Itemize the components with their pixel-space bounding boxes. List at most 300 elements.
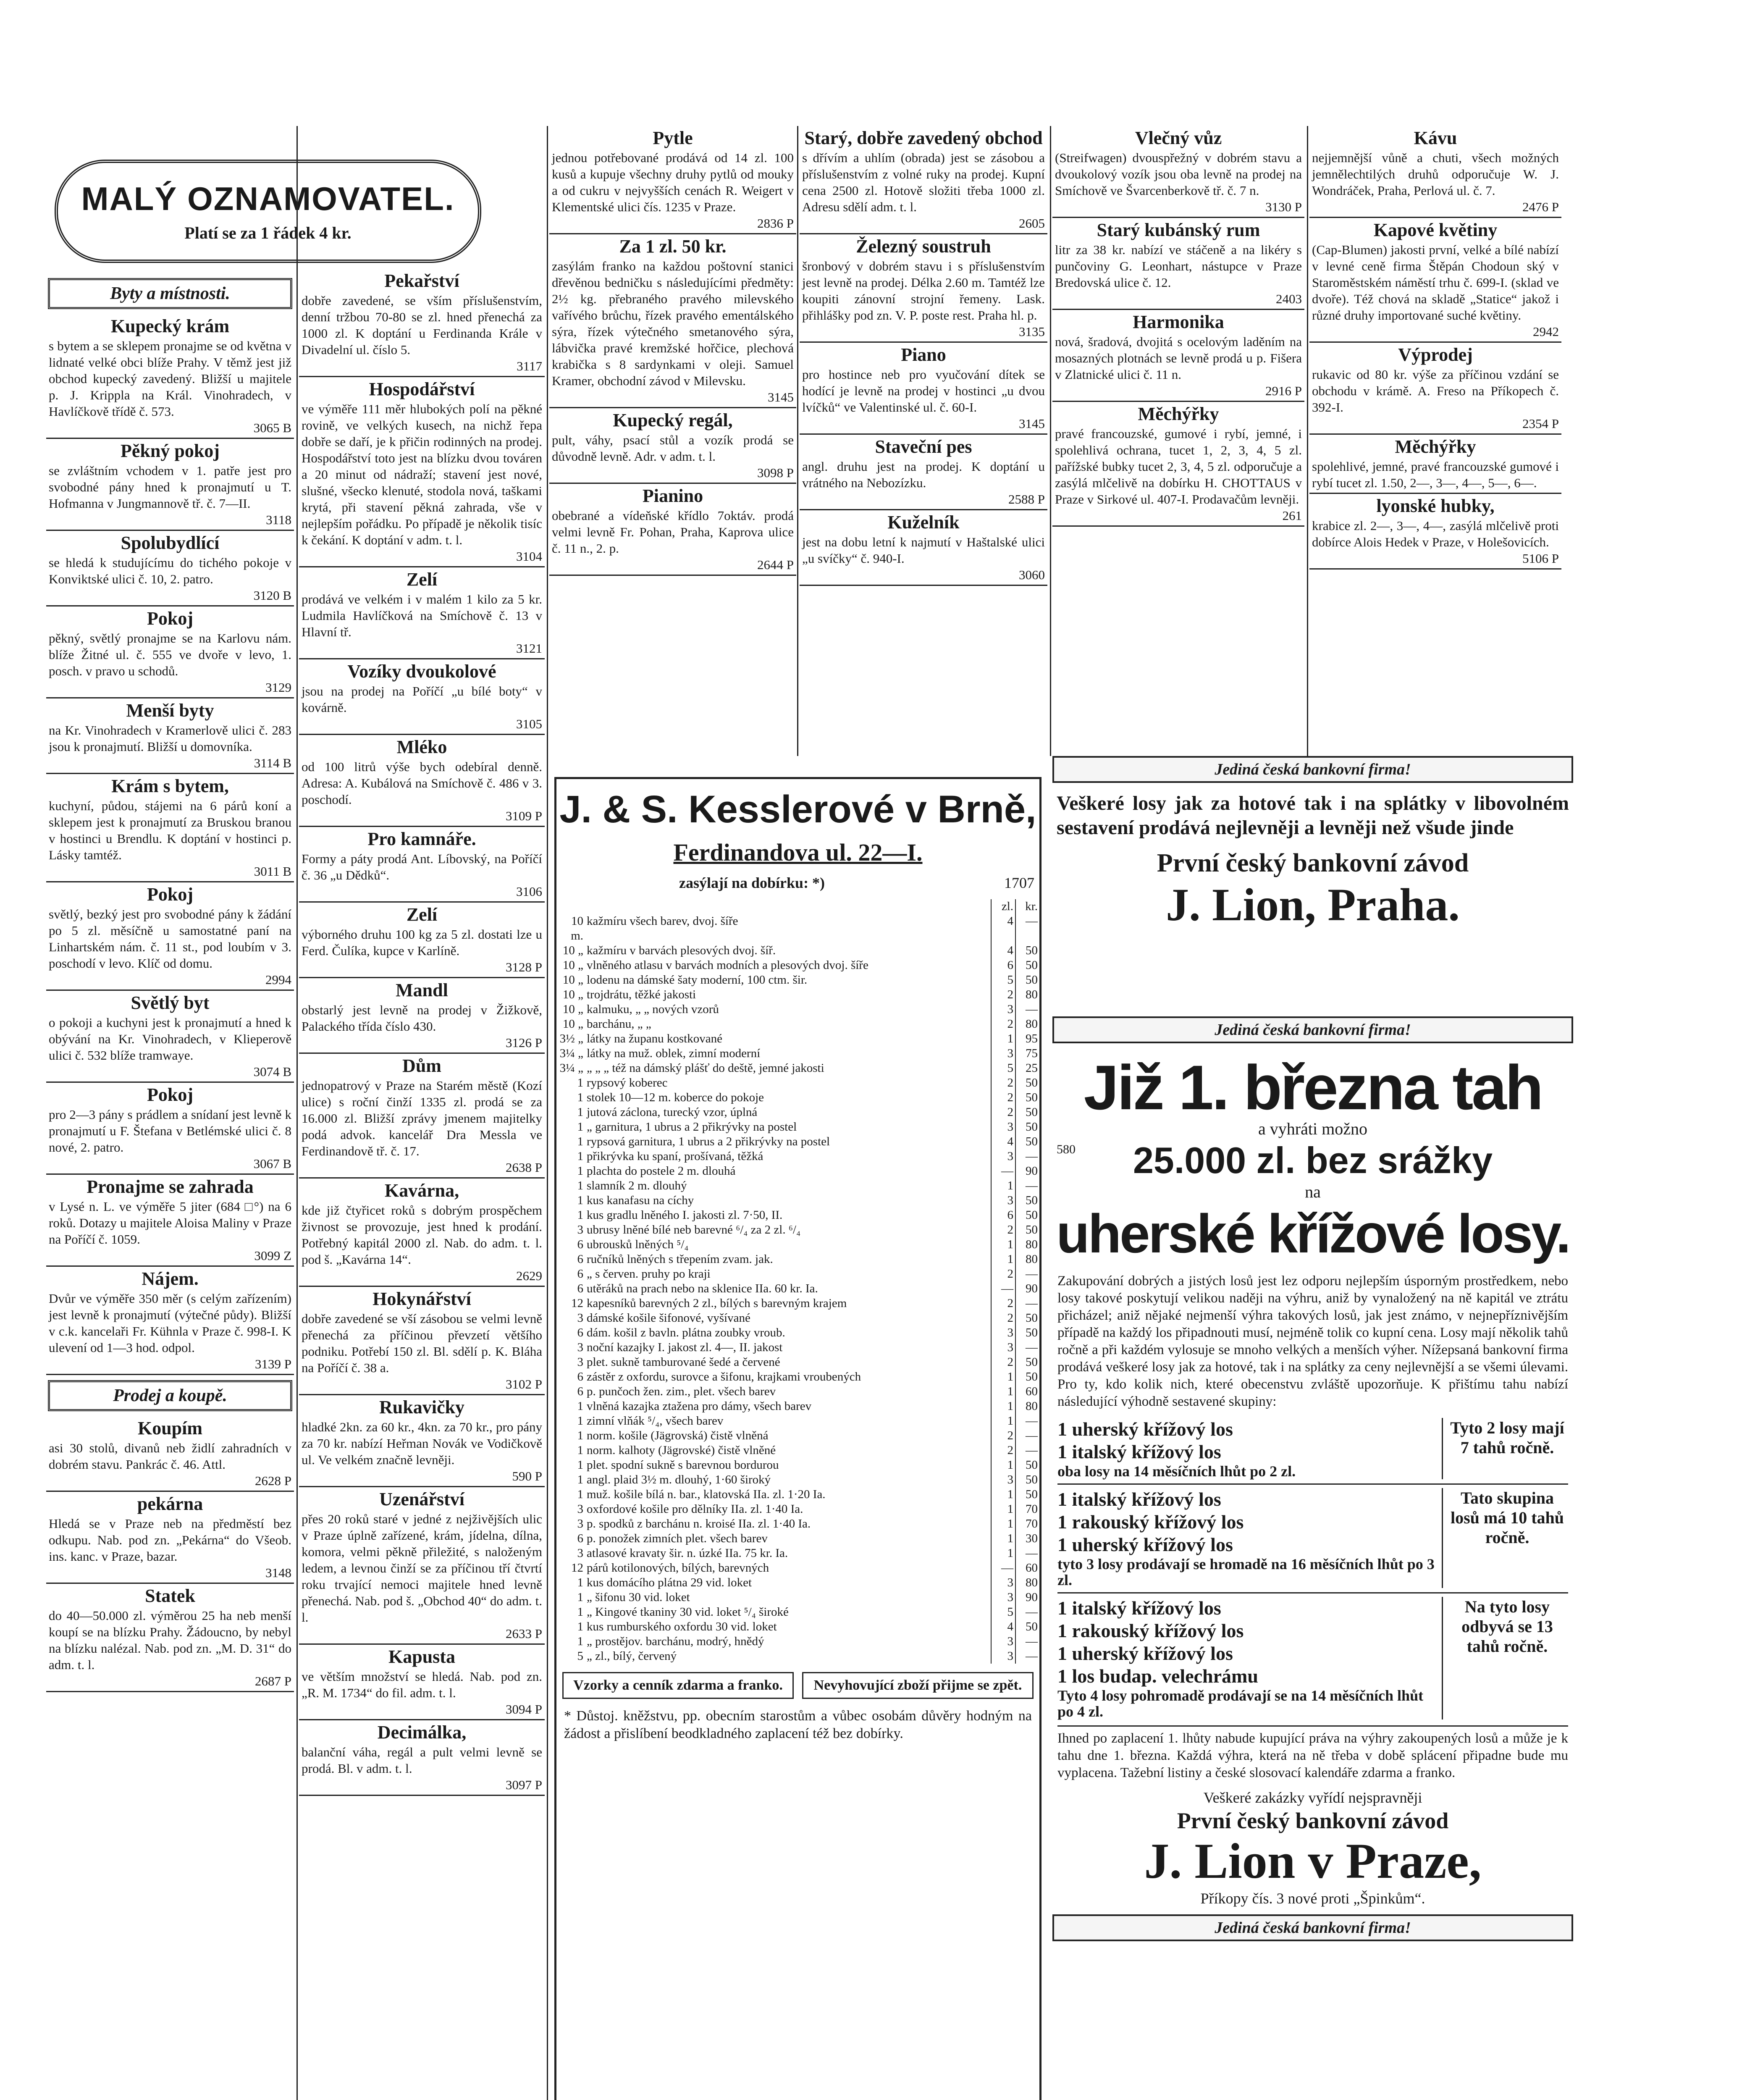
ad-footer — [302, 548, 542, 564]
ad-code: 3129 — [265, 680, 291, 695]
price-row — [556, 1090, 1039, 1105]
quantity: 3 — [577, 1311, 583, 1325]
ad-body: litr za 38 kr. nabízí ve stáčeně a na likéry s punčoviny G. Leonhart, nástupce v Praze Bredovská ulice č. 12. — [1055, 242, 1302, 290]
ad-code: 2629 — [516, 1268, 542, 1283]
price-row — [556, 1399, 1039, 1414]
quantity: 10 „ — [562, 1003, 583, 1016]
ad-code: 2687 P — [255, 1674, 291, 1688]
price-zl: 3 — [991, 1120, 1015, 1134]
price-zl: 1 — [991, 1384, 1015, 1399]
price-kr: 30 — [1015, 1531, 1039, 1546]
ad-code: 3098 P — [757, 465, 794, 480]
price-kr: 80 — [1015, 1399, 1039, 1414]
item-description: kus domácího plátna 29 vid. loket — [587, 1576, 752, 1589]
quantity: 1 — [577, 1164, 583, 1178]
ad-body: výborného druhu 100 kg za 5 zl. dostati lze u Ferd. Čulíka, kupce v Karlíně. — [302, 927, 542, 958]
classified-ad — [46, 698, 294, 774]
ad-heading: Za 1 zl. 50 kr. — [619, 236, 727, 257]
classified-ad — [549, 126, 796, 234]
price-kr: 50 — [1015, 1193, 1039, 1208]
column-2 — [299, 269, 545, 1796]
price-row — [556, 973, 1039, 987]
quantity: 1 — [577, 1429, 583, 1442]
classified-ad — [1309, 126, 1561, 218]
ad-body: o pokoji a kuchyni jest k pronajmutí a hned k obývání na Kr. Vinohradech, v Klieperově ulici č. 532 blíže tramwaye. — [49, 1015, 291, 1063]
price-zl: 6 — [991, 958, 1015, 973]
price-zl: — — [991, 1561, 1015, 1575]
item-description: rypsová garnitura, 1 ubrus a 2 přikrývky na postel — [587, 1135, 830, 1148]
classified-ad — [1309, 218, 1561, 343]
ad-footer — [302, 808, 542, 824]
price-zl: 2 — [991, 1105, 1015, 1120]
classified-ad — [46, 1584, 294, 1692]
lion2-footer-text: Ihned po zaplacení 1. lhůty nabude kupující práva na výhry zakoupených losů a může je k tahu dne 1. března. Každá výhra, která na ně třeba v době splácení připadne bude mu vyplacena. Tažební listiny a české slosovací kalendáře zdarma a franko. — [1057, 1725, 1568, 1782]
price-kr: 50 — [1015, 1223, 1039, 1237]
quantity: 1 — [577, 1473, 583, 1486]
ad-heading: Pěkný pokoj — [121, 441, 220, 461]
item-description: „ „ „ též na dámský plášť do deště, jemné jakosti — [587, 1061, 824, 1075]
column-rule — [797, 126, 798, 756]
price-row — [556, 1473, 1039, 1487]
ad-code: 2638 P — [506, 1160, 542, 1175]
price-zl: 2 — [991, 1296, 1015, 1311]
ad-heading: Harmonika — [1133, 312, 1224, 332]
item-description: párů kotilonových, bílých, barevných — [587, 1561, 769, 1575]
price-row — [556, 1517, 1039, 1531]
ad-footer — [302, 959, 542, 975]
quantity: 3½ „ — [559, 1032, 583, 1045]
item-description: noční kazajky I. jakost zl. 4—, II. jakost — [587, 1341, 783, 1354]
price-kr: — — [1015, 1340, 1039, 1355]
ad-code: 3126 P — [506, 1035, 542, 1050]
ad-body: s bytem a se sklepem pronajme se od května v lidnaté velké obci blíže Prahy. V těmž jest již obchod kupecký zavedený. Bližší u majitele p. J. Krippla na Král. Vinohradech, v Havlíčkově třídě č. 573. — [49, 339, 291, 419]
ad-footer — [802, 215, 1045, 231]
price-zl: 1 — [991, 1414, 1015, 1428]
ad-footer — [49, 1673, 291, 1689]
price-zl: 5 — [991, 973, 1015, 987]
ad-code: 3139 P — [255, 1357, 291, 1371]
group-2 — [1057, 1483, 1568, 1588]
price-zl: 3 — [991, 1046, 1015, 1061]
lot-line: 1 uherský křížový los — [1057, 1643, 1233, 1664]
group-3 — [1057, 1592, 1568, 1719]
price-row — [556, 1237, 1039, 1252]
ad-footer — [49, 420, 291, 436]
classified-ad — [1309, 494, 1561, 570]
price-kr: 50 — [1015, 1090, 1039, 1105]
ad-footer — [552, 215, 794, 231]
na-text: na — [1305, 1182, 1321, 1201]
ad-code: 3114 B — [254, 756, 291, 770]
item-description: zimní vlňák ⁵/₄, všech barev — [587, 1414, 724, 1428]
classified-ad — [299, 1720, 545, 1796]
ad-code: 3099 Z — [254, 1248, 291, 1263]
price-kr: 50 — [1015, 1208, 1039, 1223]
price-zl: 1 — [991, 1252, 1015, 1267]
price-kr: 90 — [1015, 1164, 1039, 1179]
price-kr: 50 — [1015, 973, 1039, 987]
classified-ad — [46, 1083, 294, 1175]
header-box — [55, 160, 481, 263]
price-row — [556, 1032, 1039, 1046]
ad-heading: Decimálka, — [377, 1722, 467, 1743]
quantity: 3 — [577, 1546, 583, 1560]
price-zl: 3 — [991, 1340, 1015, 1355]
price-row — [556, 987, 1039, 1002]
bank-banner: Jediná česká bankovní firma! — [1052, 1914, 1573, 1941]
lots-headline: uherské křížové losy. — [1056, 1203, 1569, 1264]
ad-code: 3121 — [516, 641, 542, 656]
ad-heading: Železný soustruh — [856, 236, 991, 257]
price-row — [556, 1340, 1039, 1355]
price-zl: — — [991, 1164, 1015, 1179]
ad-code: 3067 B — [253, 1156, 291, 1171]
item-description: norm. kalhoty (Jägrovské) čistě vlněné — [587, 1444, 776, 1457]
lion2-body: Zakupování dobrých a jistých losů jest lez odporu nejlepším úsporným prostředkem, nebo losy takové poskytují velikou naději na výhru, aniž by vynaložený na ně kapitál ve ztrátu přicházel; aniž nějaké nejmenší výhra takových losů, jak jest známo, v nejnepříznivějším případě na každý los připadnouti musí, nejméně tolik co kupní cena. Losy mají několik tahů ročně a při každém vylosuje se mnoho velkých a menších výher. Nížepsaná bankovní firma prodává veškeré losy jak za hotové, tak i na splátky za ceny nejlevnější a se všemi úlevami. Pro ty, kdo kolik nich, které obecenstvu zvláště upozorňuje. K přištímu tahu nabízí následující výhodně sestavené skupiny: — [1057, 1273, 1568, 1409]
ad-heading: Kavárna, — [384, 1180, 459, 1201]
price-zl: 1 — [991, 1531, 1015, 1546]
lot-line: 1 italský křížový los — [1057, 1441, 1221, 1462]
ad-footer — [1312, 199, 1559, 215]
ad-code: 3097 P — [506, 1777, 542, 1792]
item-description: oxfordové košile pro dělníky IIa. zl. 1·40 Ia. — [587, 1502, 803, 1516]
ad-body: prodává ve velkém i v malém 1 kilo za 5 kr. Ludmila Havlíčková na Smíchově č. 13 v Hlavní tř. — [302, 592, 542, 639]
ad-body: jednopatrový v Praze na Starém městě (Kozí ulice) s roční činží 1335 zl. prodá se za 16.000 zl. Bližší zprávy jmenem majitelky podá advok. kancelář Dra Messla ve Ferdinandově tř. č. 17. — [302, 1078, 542, 1158]
price-kr: 50 — [1015, 1473, 1039, 1487]
ad-body: s dřívím a uhlím (obrada) jest se zásobou a příslušenstvím z volné ruky na prodej. Kupní cena 2500 zl. Hotově složiti třeba 1000 zl. Adresu sdělí adm. t. l. — [802, 150, 1045, 214]
kessler-street: Ferdinandova ul. 22—I. — [673, 839, 923, 866]
price-zl: 1 — [991, 1032, 1015, 1046]
classified-ad — [800, 343, 1047, 435]
quantity: 1 — [577, 1179, 583, 1192]
ad-body: šronbový v dobrém stavu i s příslušenstvím jest levně na prodej. Délka 2.60 m. Tamtéž lze koupiti zánovní strojní řemeny. Lask. přihlášky pod zn. V. P. poste rest. Praha hl. p. — [802, 259, 1045, 323]
price-kr: 70 — [1015, 1517, 1039, 1531]
ad-code: 2633 P — [506, 1626, 542, 1641]
price-kr: — — [1015, 1179, 1039, 1193]
header-subtitle: Platí se za 1 řádek 4 kr. — [184, 223, 352, 242]
price-row — [556, 1355, 1039, 1370]
price-kr: 50 — [1015, 1458, 1039, 1473]
group-draws: Na tyto losy odbyvá se 13 tahů ročně. — [1442, 1597, 1568, 1719]
price-zl: 4 — [991, 943, 1015, 958]
item-description: muž. košile bílá n. bar., klatovská IIa. zl. 1·20 Ia. — [587, 1488, 826, 1501]
ad-code: 2403 — [1276, 291, 1302, 306]
price-kr: 50 — [1015, 1134, 1039, 1149]
price-row — [556, 1634, 1039, 1649]
ad-footer — [802, 415, 1045, 432]
item-description: jutová záclona, turecký vzor, úplná — [587, 1105, 758, 1119]
price-kr: 50 — [1015, 1120, 1039, 1134]
ad-number: 580 — [1057, 1142, 1076, 1156]
price-row — [556, 1208, 1039, 1223]
ad-heading: Mléko — [396, 737, 447, 757]
item-description: „ garnitura, 1 ubrus a 2 přikrývky na postel — [587, 1120, 797, 1134]
item-description: kažmíru v barvách plesových dvoj. šíř. — [587, 944, 776, 957]
ad-heading: Koupím — [137, 1418, 203, 1438]
item-description: ubrousků lněných ⁵/₄ — [587, 1238, 689, 1251]
classified-ad — [1052, 310, 1304, 402]
price-zl: 2 — [991, 1017, 1015, 1032]
price-zl: 3 — [991, 1473, 1015, 1487]
column-rule — [1307, 126, 1308, 756]
price-zl: 3 — [991, 1649, 1015, 1664]
classified-ad — [800, 234, 1047, 343]
item-description: p. spodků z barchánu n. kroisé IIa. zl. 1·40 Ia. — [587, 1517, 811, 1530]
ad-footer — [552, 465, 794, 481]
kessler-number: 1707 — [1004, 874, 1034, 891]
bank-banner: Jediná česká bankovní firma! — [1052, 1016, 1573, 1043]
lot-line: 1 italský křížový los — [1057, 1488, 1221, 1510]
classified-ad — [299, 567, 545, 659]
ad-footer — [802, 567, 1045, 583]
bank-address: Příkopy čís. 3 nové proti „Špinkům“. — [1200, 1890, 1425, 1907]
quantity: 12 — [571, 1297, 583, 1310]
quantity: 1 — [577, 1091, 583, 1104]
price-kr: 80 — [1015, 1575, 1039, 1590]
ad-body: jest na dobu letní k najmutí v Haštalské ulici „u svíčky“ č. 940-I. — [802, 535, 1045, 566]
price-zl: 3 — [991, 1634, 1015, 1649]
price-row — [556, 1414, 1039, 1428]
ad-heading: Kupecký krám — [110, 316, 230, 336]
column-rule — [1050, 126, 1051, 756]
ad-heading: Menší byty — [126, 700, 214, 721]
ad-heading: Vozíky dvoukolové — [347, 661, 496, 682]
quantity: 1 — [577, 1488, 583, 1501]
price-row — [556, 1502, 1039, 1517]
quantity: 6 — [577, 1267, 583, 1281]
kessler-footnote: * Důstoj. kněžstvu, pp. obecním starostům a vůbec osobám důvěry hodným na žádost a přislíbení beodkladného zaplacení též bez dobírky. — [564, 1708, 1032, 1741]
price-kr: — — [1015, 1414, 1039, 1428]
item-description: angl. plaid 3½ m. dlouhý, 1·60 široký — [587, 1473, 771, 1486]
price-kr: 50 — [1015, 1076, 1039, 1090]
classified-ad — [299, 1487, 545, 1645]
ad-body: angl. druhu jest na prodej. K doptání u vrátného na Nebozízku. — [802, 459, 1045, 490]
quantity: 10 m. — [571, 914, 583, 942]
classified-ad — [46, 439, 294, 531]
ad-code: 3104 — [516, 549, 542, 564]
ad-body: balanční váha, regál a pult velmi levně se prodá. Bl. v adm. t. l. — [302, 1745, 542, 1776]
price-row — [556, 1223, 1039, 1237]
classified-ad — [46, 882, 294, 991]
classified-ad — [46, 1175, 294, 1267]
ad-body: se hledá k studujícímu do tichého pokoje v Konviktské ulici č. 10, 2. patro. — [49, 555, 291, 586]
classified-ad — [46, 1267, 294, 1375]
item-description: plachta do postele 2 m. dlouhá — [587, 1164, 736, 1178]
kessler-subtitle: zasýlají na dobírku: *) — [679, 874, 825, 891]
ad-heading: Pekařství — [384, 270, 459, 291]
price-kr: — — [1015, 914, 1039, 943]
item-description: vlněná kazajka ztažena pro dámy, všech barev — [587, 1399, 812, 1413]
price-kr: 90 — [1015, 1281, 1039, 1296]
quantity: 1 — [577, 1605, 583, 1619]
item-description: „ prostějov. barchánu, modrý, hnědý — [587, 1635, 764, 1648]
ad-heading: Světlý byt — [131, 992, 210, 1013]
bank-name: První český bankovní závod — [1157, 849, 1469, 877]
ad-body: v Lysé n. L. ve výměře 5 jiter (684 □°) na 6 roků. Dotazy u majitele Aloisa Maliny v Praze na Poříčí č. 1059. — [49, 1199, 291, 1247]
item-description: rypsový koberec — [587, 1076, 668, 1089]
price-row — [556, 1605, 1039, 1620]
item-description: utěráků na prach nebo na sklenice IIa. 60 kr. Ia. — [587, 1282, 818, 1295]
quantity: 5 — [577, 1649, 583, 1663]
ad-heading: lyonské hubky, — [1376, 496, 1495, 516]
ad-code: 2836 P — [757, 216, 794, 231]
item-description: trojdrátu, těžké jakosti — [587, 988, 696, 1001]
classified-ad — [800, 510, 1047, 586]
price-zl: 3 — [991, 1575, 1015, 1590]
quantity: 1 — [577, 1635, 583, 1648]
ad-heading: Vlečný vůz — [1135, 128, 1222, 148]
price-zl: — — [991, 1281, 1015, 1296]
ad-code: 3102 P — [506, 1377, 542, 1391]
ad-code: 5106 P — [1522, 551, 1559, 566]
ad-code: 3105 — [516, 717, 542, 731]
prize-amount: 25.000 zl. bez srážky — [1133, 1139, 1493, 1181]
ad-footer — [802, 491, 1045, 507]
item-description: ubrusy lněné bílé neb barevné ⁶/₄ za 2 zl. ⁶/₄ — [587, 1223, 801, 1236]
ad-body: dobře zavedené se vší zásobou se velmi levně přenechá za příčinou převzetí většího podniku. Potřebí 150 zl. Bl. sdělí p. K. Bláha na Poříčí č. 38 a. — [302, 1311, 542, 1375]
quantity: 1 — [577, 1458, 583, 1472]
price-row — [556, 1149, 1039, 1164]
ad-body: Formy a páty prodá Ant. Líbovský, na Poříčí č. 36 „u Dědků“. — [302, 851, 542, 882]
classified-ad — [1052, 218, 1304, 310]
price-zl: 1 — [991, 1399, 1015, 1414]
quantity: 1 — [577, 1576, 583, 1589]
ad-code: 3117 — [517, 359, 542, 373]
ad-code: 3065 B — [253, 420, 291, 435]
ad-footer — [49, 863, 291, 879]
price-row — [556, 1164, 1039, 1179]
price-kr: 80 — [1015, 1252, 1039, 1267]
kessler-title: J. & S. Kesslerové v Brně, — [559, 788, 1036, 831]
lot-line: 1 italský křížový los — [1057, 1597, 1221, 1619]
quantity: 6 — [577, 1532, 583, 1545]
price-row — [556, 1193, 1039, 1208]
classified-ad — [299, 1179, 545, 1287]
lion-advertisement-1 — [1052, 756, 1573, 1008]
price-kr: — — [1015, 1267, 1039, 1281]
price-row — [556, 1428, 1039, 1443]
price-zl: 4 — [991, 1134, 1015, 1149]
classified-ad — [299, 978, 545, 1054]
ad-code: 2354 P — [1522, 416, 1559, 431]
price-kr: 60 — [1015, 1384, 1039, 1399]
ad-body: ve větším množství se hledá. Nab. pod zn. „R. M. 1734“ do fil. adm. t. l. — [302, 1669, 542, 1700]
item-description: p. ponožek zimních plet. všech barev — [587, 1532, 768, 1545]
column-3 — [549, 126, 796, 576]
ad-body: hladké 2kn. za 60 kr., 4kn. za 70 kr., pro pány za 70 kr. nabízí Heřman Novák ve Vodičkově ul. Ve velkém značně levněji. — [302, 1420, 542, 1467]
ad-footer — [302, 1625, 542, 1642]
item-description: dám. košil z bavln. plátna zoubky vroub. — [587, 1326, 785, 1339]
price-row — [556, 958, 1039, 973]
ad-body: (Cap-Blumen) jakosti první, velké a bílé nabízí v levné ceně firma Štěpán Chodoun ský v Staroměstském náměstí trhu č. 699-I. (sklad ve dvoře). Též chová na skladě „Statice“ jakož i různé druhy importované suché květiny. — [1312, 242, 1559, 323]
kessler-advertisement — [554, 777, 1042, 2100]
ad-heading: Měchýřky — [1138, 404, 1219, 424]
ad-body: přes 20 roků staré v jedné z nejživějších ulic v Praze úplně zařízené, krám, jídelna, dílna, komora, velmi pěkně přiležité, s naloženým ledem, a levnou činží se za příčinou tří čtvrtí roku trvající nemoci majitele hned levně přenechá. Nab. pod š. „Obchod 40“ do adm. t. l. — [302, 1512, 542, 1625]
ad-body: pro hostince neb pro vyučování dítek se hodící je levně na prodej v hostinci „u dvou lvíčků“ ve Valentinské ul. č. 60-I. — [802, 367, 1045, 415]
ad-body: Dvůr ve výměře 350 měr (s celým zařízením) jest levně k pronajmutí (výtečné půdy). Bližší v c.k. kancelaři Fr. Kühnla v Praze č. 998-I. K ulevení od 1—3 hod. odpol. — [49, 1291, 291, 1355]
price-zl: 1 — [991, 1179, 1015, 1193]
ad-code: 2628 P — [255, 1473, 291, 1488]
price-row — [556, 1179, 1039, 1193]
price-kr: — — [1015, 1002, 1039, 1017]
price-row — [556, 1267, 1039, 1281]
bank-firm: J. Lion v Praze, — [1144, 1833, 1482, 1889]
classified-ad — [46, 1492, 294, 1584]
ad-footer — [302, 716, 542, 732]
ad-body: Hledá se v Praze neb na předměstí bez odkupu. Nab. pod zn. „Pekárna“ do Všeob. ins. kanc. v Praze, bazar. — [49, 1516, 291, 1564]
ad-heading: Spolubydlící — [121, 533, 220, 553]
ad-footer — [49, 512, 291, 528]
kessler-price-table — [556, 899, 1039, 1664]
quantity: 3 — [577, 1517, 583, 1530]
price-zl: 1 — [991, 1487, 1015, 1502]
ad-code: 2644 P — [757, 557, 794, 572]
price-row — [556, 1620, 1039, 1634]
quantity: 6 — [577, 1252, 583, 1266]
ad-heading: Zelí — [406, 569, 438, 590]
lion-advertisement-2 — [1052, 1016, 1573, 2100]
ad-heading: Uzenářství — [379, 1489, 464, 1509]
price-row — [556, 1443, 1039, 1458]
ad-footer — [302, 1268, 542, 1284]
price-row — [556, 1561, 1039, 1575]
lots-text: Veškeré losy jak za hotové tak i na splátky v libovolném sestavení prodává nejlevněji a levněji než všude jinde — [1057, 792, 1569, 839]
price-row — [556, 1105, 1039, 1120]
ad-code: 3145 — [768, 390, 794, 404]
price-row — [556, 1590, 1039, 1605]
classified-ad — [46, 774, 294, 882]
ad-footer — [1055, 383, 1302, 399]
ad-heading: Mandl — [396, 980, 448, 1000]
item-description: plet. sukně tamburované šedé a červené — [587, 1355, 780, 1369]
ad-code: 3148 — [265, 1565, 291, 1580]
group-price: oba losy na 14 měsíčních lhůt po 2 zl. — [1057, 1463, 1296, 1480]
ad-body: od 100 litrů výše bych odebíral denně. Adresa: A. Kubálová na Smíchově č. 486 v 3. poschodí. — [302, 759, 542, 807]
price-kr: — — [1015, 1428, 1039, 1443]
quantity: 1 — [577, 1444, 583, 1457]
quantity: 3 — [577, 1355, 583, 1369]
ad-heading: Kuželník — [887, 512, 960, 533]
ad-footer — [49, 971, 291, 988]
group-draws: Tato skupina losů má 10 tahů ročně. — [1442, 1488, 1568, 1588]
quantity: 3¼ „ — [559, 1047, 583, 1060]
ad-body: rukavic od 80 kr. výše za příčinou vzdání se obchodu v krámě. A. Freso na Příkopech č. 392-I. — [1312, 367, 1559, 415]
quantity: 6 — [577, 1326, 583, 1339]
classified-ad — [800, 126, 1047, 234]
item-description: barchánu, „ „ — [587, 1017, 651, 1031]
price-kr: — — [1015, 1443, 1039, 1458]
ad-footer — [302, 1777, 542, 1793]
quantity: 3 — [577, 1223, 583, 1236]
price-zl: 4 — [991, 914, 1015, 943]
ad-footer — [1312, 550, 1559, 567]
quantity: 1 — [577, 1194, 583, 1207]
price-zl: 3 — [991, 1590, 1015, 1605]
ad-body: (Streifwagen) dvouspřežný v dobrém stavu a dvoukolový vozík jsou oba levně na prodej na Smíchově ve Švarcenberkově tř. č. 7 n. — [1055, 150, 1302, 198]
ad-heading: Kávu — [1414, 128, 1457, 148]
ad-heading: Pro kamnáře. — [367, 829, 476, 849]
ad-footer — [302, 1468, 542, 1484]
price-row — [556, 1531, 1039, 1546]
price-kr: — — [1015, 1546, 1039, 1561]
price-row — [556, 943, 1039, 958]
ad-footer — [1055, 507, 1302, 524]
quantity: 3 — [577, 1341, 583, 1354]
price-zl: 2 — [991, 1090, 1015, 1105]
item-description: kažmíru všech barev, dvoj. šíře — [587, 914, 738, 928]
ad-heading: Pianino — [642, 486, 703, 506]
ad-footer — [1312, 415, 1559, 432]
